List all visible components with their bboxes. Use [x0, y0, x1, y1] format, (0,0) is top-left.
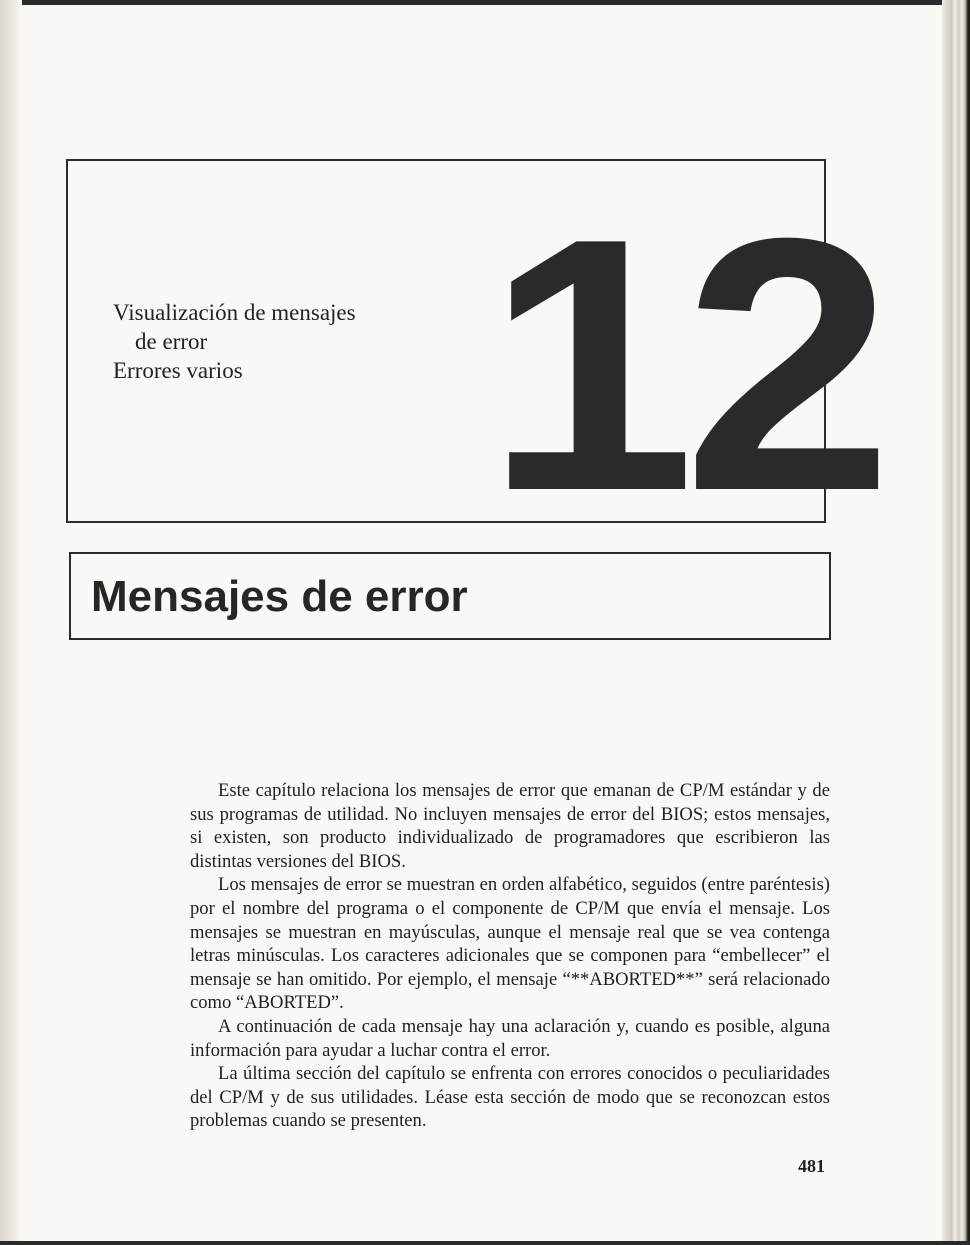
body-paragraph: A continuación de cada mensaje hay una aclaración y, cuando es posible, alguna información para ayudar a luchar contra el error.	[190, 1015, 830, 1061]
page-number: 481	[798, 1156, 825, 1176]
chapter-number-text: 12	[485, 164, 881, 567]
chapter-subtitle-line: de error	[135, 329, 208, 354]
body-paragraph: La última sección del capítulo se enfrenta con errores conocidos o peculiaridades del CP/M y de sus utilidades. Léase esta sección de modo que se reconozcan estos problemas cuando se presenten.	[190, 1063, 830, 1132]
page-gutter-shadow	[0, 0, 22, 1245]
chapter-number	[485, 164, 881, 567]
chapter-subtitle-line: Visualización de mensajes	[113, 300, 356, 325]
page-bottom-edge	[0, 1241, 970, 1245]
section-title: Mensajes de error	[91, 572, 468, 621]
chapter-subtitle-line: Errores varios	[113, 358, 243, 383]
chapter-header-box	[66, 159, 881, 567]
section-title-box	[69, 552, 831, 640]
body-paragraph: Los mensajes de error se muestran en orden alfabético, seguidos (entre paréntesis) por el nombre del programa o el componente de CP/M que envía el mensaje. Los mensajes se muestran en mayúsculas, aunque el mensaje real que se vea contenga letras minúsculas. Los caracteres adicionales que se componen para “embellecer” el mensaje se han omitido. Por ejemplo, el mensaje “**ABORTED**” será relacionado como “ABORTED”.	[190, 874, 830, 1014]
page-stack-edge	[942, 0, 970, 1245]
body-paragraph: Este capítulo relaciona los mensajes de error que emanan de CP/M estándar y de sus programas de utilidad. No incluyen mensajes de error del BIOS; estos mensajes, si existen, son producto individualizado de programadores que escribieron las distintas versiones del BIOS.	[190, 780, 830, 872]
page-top-edge	[0, 0, 970, 5]
chapter-subtitle	[113, 298, 356, 385]
body-text	[190, 779, 830, 1133]
